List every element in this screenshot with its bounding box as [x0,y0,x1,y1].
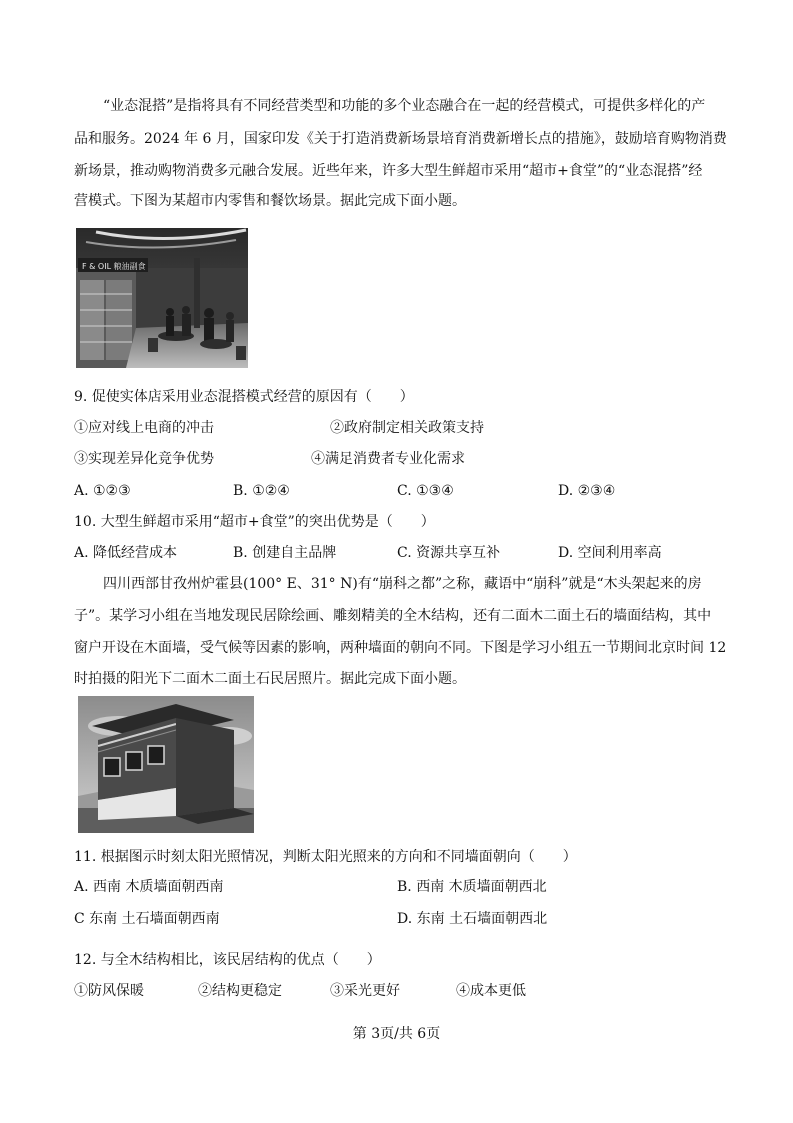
q9-option-d: D. ②③④ [558,483,616,499]
q10-option-d: D. 空间利用率高 [558,545,662,561]
supermarket-photo [76,228,248,368]
q11-stem: 11. 根据图示时刻太阳光照情况，判断太阳光照来的方向和不同墙面朝向（ ） [74,849,577,865]
q10-option-c: C. 资源共享互补 [397,545,501,561]
supermarket-photo-image [76,228,248,368]
passage1-line-3: 新场景，推动购物消费多元融合发展。近些年来，许多大型生鲜超市采用“超市+食堂”的“业态混搭”经 [74,163,703,179]
passage1-line-1: “业态混搭”是指将具有不同经营类型和功能的多个业态融合在一起的经营模式，可提供多样化的产 [103,98,706,114]
passage2-line-3: 窗户开设在木面墙，受气候等因素的影响，两种墙面的朝向不同。下图是学习小组五一节期间北京时间 12 [74,640,727,656]
q9-option-a: A. ①②③ [74,483,131,499]
page-number: 第 3页/共 6页 [352,1026,441,1042]
store-sign: F & OIL 粮油副食 [82,262,146,271]
q10-option-a: A. 降低经营成本 [74,545,178,561]
q9-item-4: ④满足消费者专业化需求 [311,451,465,467]
dwelling-photo-image [78,696,254,833]
q9-item-1: ①应对线上电商的冲击 [74,420,214,436]
q12-stem: 12. 与全木结构相比，该民居结构的优点（ ） [74,952,381,968]
q9-item-3: ③实现差异化竞争优势 [74,451,214,467]
passage2-line-4: 时拍摄的阳光下二面木二面土石民居照片。据此完成下面小题。 [74,671,466,687]
q10-option-b: B. 创建自主品牌 [233,545,337,561]
passage2-line-2: 子”。某学习小组在当地发现民居除绘画、雕刻精美的全木结构，还有二面木二面土石的墙面结构，其中 [74,608,712,624]
q12-item-1: ①防风保暖 [74,983,144,999]
q11-option-d: D. 东南 土石墙面朝西北 [397,911,548,927]
q11-option-b: B. 西南 木质墙面朝西北 [397,879,547,895]
q12-item-4: ④成本更低 [456,983,526,999]
passage2-line-1: 四川西部甘孜州炉霍县(100° E、31° N)有“崩科之都”之称，藏语中“崩科”就是“木头架起来的房 [103,576,702,592]
passage1-line-4: 营模式。下图为某超市内零售和餐饮场景。据此完成下面小题。 [74,193,466,209]
q11-option-c: C 东南 土石墙面朝西南 [74,911,220,927]
passage1-line-2: 品和服务。2024 年 6 月，国家印发《关于打造消费新场景培育消费新增长点的措施》，鼓励培育购物消费 [74,131,727,147]
q12-item-3: ③采光更好 [330,983,400,999]
q11-option-a: A. 西南 木质墙面朝西南 [74,879,224,895]
q9-option-b: B. ①②④ [233,483,290,499]
dwelling-photo [78,696,254,833]
q12-item-2: ②结构更稳定 [198,983,282,999]
q9-item-2: ②政府制定相关政策支持 [330,420,484,436]
q10-stem: 10. 大型生鲜超市采用“超市+食堂”的突出优势是（ ） [74,514,435,530]
q9-option-c: C. ①③④ [397,483,454,499]
q9-stem: 9. 促使实体店采用业态混搭模式经营的原因有（ ） [74,389,414,405]
